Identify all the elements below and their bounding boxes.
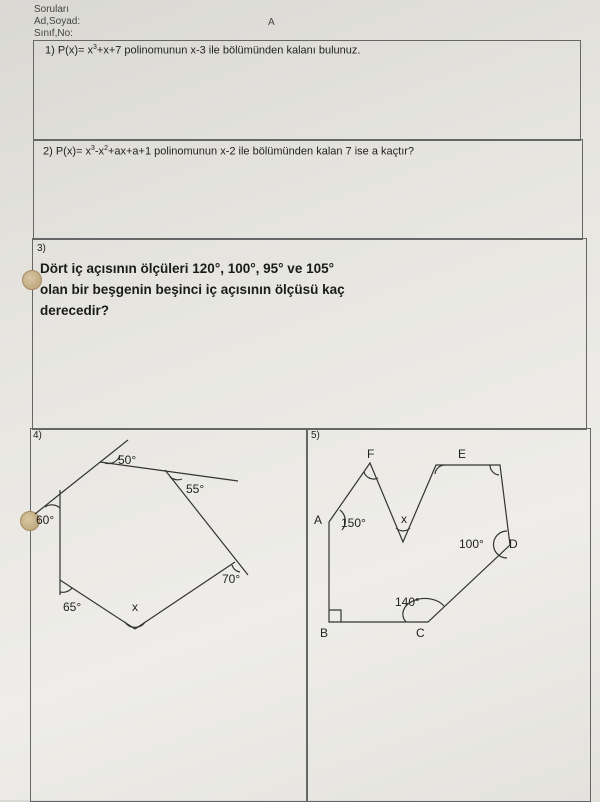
q5-angle-a: 150° — [341, 516, 366, 530]
q5-vertex-a: A — [314, 513, 323, 527]
q5-vertex-f: F — [367, 447, 375, 461]
question-2-text: 2) $P(x)= x^3-x^2+ax+a+1$ polinomunun x-2 ile bölümünden kalan 7 ise a kaçtır? — [43, 145, 415, 158]
question-5-number: 5) — [311, 430, 320, 441]
q4-angle-right-top: 55° — [186, 482, 205, 496]
q5-arc-f-dot: · — [368, 473, 371, 483]
q5-arc-e-left — [435, 465, 444, 474]
question-3-line-3: derecedir? — [40, 303, 110, 318]
q4-angle-unknown: x — [132, 600, 138, 614]
q4-angle-right-bottom: 70° — [222, 572, 241, 586]
q5-angle-d: 100° — [459, 537, 484, 551]
question-4-number: 4) — [33, 430, 42, 441]
q5-arc-e-right — [490, 465, 499, 475]
header-subject: Soruları — [34, 4, 70, 15]
question-3-line-2: olan bir beşgenin beşinci iç açısının ölçüsü kaç — [40, 282, 345, 297]
question-3-number: 3) — [37, 243, 46, 254]
q5-angle-unknown: x — [401, 512, 407, 526]
question-1-text: 1) $P(x)= x^3+x+7$ polinomunun x-3 ile bölümünden kalanı bulunuz. — [45, 44, 361, 57]
header-class-field: Sınıf,No: — [34, 28, 73, 39]
exam-group-letter: A — [268, 17, 275, 28]
q4-angle-top: 50° — [118, 453, 137, 467]
q5-right-angle-b — [329, 610, 341, 622]
question-3-line-1: Dört iç açısının ölçüleri 120°, 100°, 95° ve 105° — [40, 261, 334, 276]
q4-angle-bottom-left: 65° — [63, 600, 82, 614]
header-name-field: Ad,Soyad: — [34, 16, 81, 27]
q5-vertex-c: C — [416, 626, 425, 640]
q4-angle-left: 60° — [36, 513, 55, 527]
q5-vertex-d: D — [509, 537, 518, 551]
q5-vertex-e: E — [458, 447, 467, 461]
q5-vertex-b: B — [320, 626, 329, 640]
q5-angle-c: 140° — [395, 595, 420, 609]
